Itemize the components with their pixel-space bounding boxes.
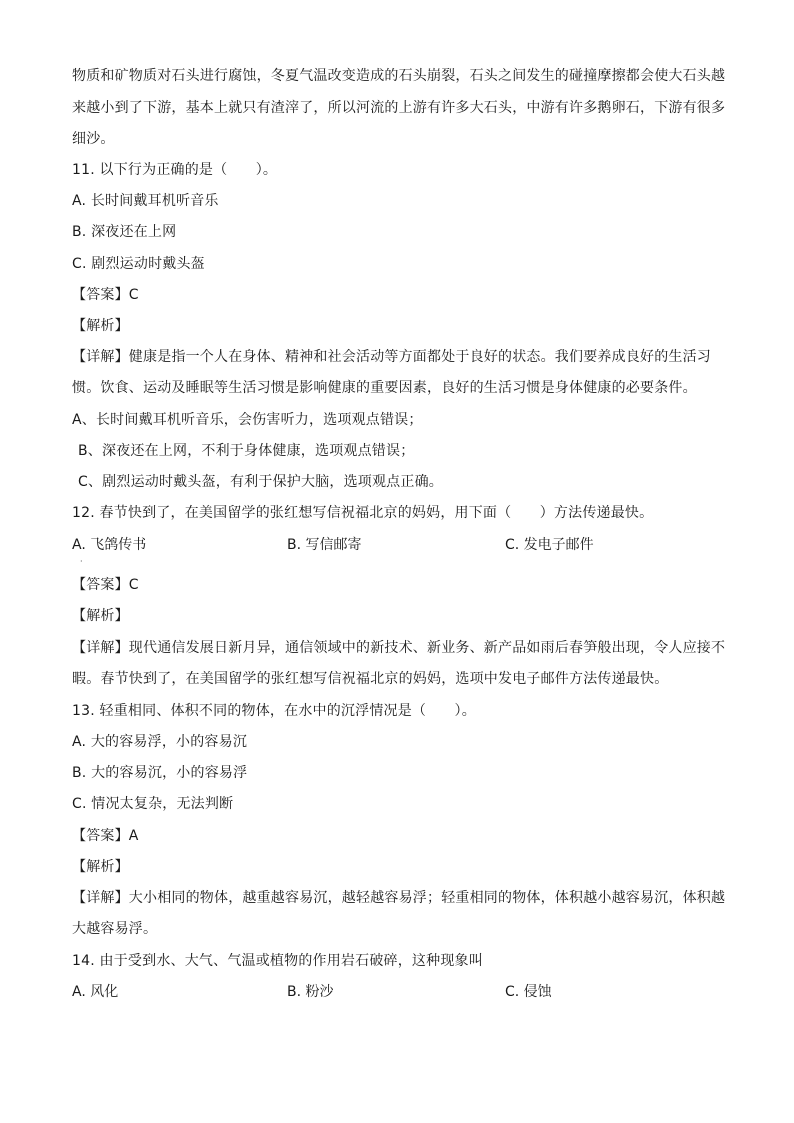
q13-analysis-label: 【解析】 <box>72 859 129 875</box>
q12-option-c: C. 发电子邮件 <box>505 537 594 553</box>
q13-detail-line-2: 大越容易浮。 <box>72 921 158 937</box>
q12-detail-line-2: 暇。春节快到了，在美国留学的张红想写信祝福北京的妈妈，选项中发电子邮件方法传递最快。 <box>72 671 669 687</box>
q11-option-c: C. 剧烈运动时戴头盔 <box>72 256 205 272</box>
q14-option-c: C. 侵蚀 <box>505 984 552 1000</box>
q11-question: 11. 以下行为正确的是（ ）。 <box>72 162 278 178</box>
q11-option-a: A. 长时间戴耳机听音乐 <box>72 193 219 209</box>
q11-answer: 【答案】C <box>72 287 139 303</box>
intro-line-3: 细沙。 <box>72 131 115 147</box>
q12-answer: 【答案】C <box>72 577 139 593</box>
q13-option-a: A. 大的容易浮，小的容易沉 <box>72 734 248 750</box>
q13-detail-line-1: 【详解】大小相同的物体，越重越容易沉，越轻越容易浮；轻重相同的物体，体积越小越容易沉，体积越 <box>72 890 726 906</box>
intro-line-2: 来越小到了下游，基本上就只有渣滓了，所以河流的上游有许多大石头，中游有许多鹅卵石，下游有很多 <box>72 100 726 116</box>
q14-question: 14. 由于受到水、大气、气温或植物的作用岩石破碎，这种现象叫 <box>72 953 483 969</box>
q12-option-b: B. 写信邮寄 <box>287 537 362 553</box>
intro-line-1: 物质和矿物质对石头进行腐蚀，冬夏气温改变造成的石头崩裂，石头之间发生的碰撞摩擦都会使大石头越 <box>72 68 726 84</box>
q11-detail-line-1: 【详解】健康是指一个人在身体、精神和社会活动等方面都处于良好的状态。我们要养成良好的生活习 <box>72 349 711 365</box>
q13-option-c: C. 情况太复杂，无法判断 <box>72 796 234 812</box>
q12-analysis-label: 【解析】 <box>72 608 129 624</box>
q11-option-b: B. 深夜还在上网 <box>72 224 177 240</box>
q14-option-b: B. 粉沙 <box>287 984 334 1000</box>
stray-dot: · <box>80 557 83 566</box>
q12-option-a: A. 飞鸽传书 <box>72 537 147 553</box>
q14-option-a: A. 风化 <box>72 984 119 1000</box>
q12-question: 12. 春节快到了，在美国留学的张红想写信祝福北京的妈妈，用下面（ ）方法传递最快。 <box>72 505 654 521</box>
q13-option-b: B. 大的容易沉，小的容易浮 <box>72 765 248 781</box>
q12-detail-line-1: 【详解】现代通信发展日新月异，通信领域中的新技术、新业务、新产品如雨后春笋般出现，令人应接不 <box>72 640 726 656</box>
q11-point-a: A、长时间戴耳机听音乐，会伤害听力，选项观点错误； <box>72 412 423 428</box>
q11-point-b: B、深夜还在上网，不利于身体健康，选项观点错误； <box>78 443 415 459</box>
q11-detail-line-2: 惯。饮食、运动及睡眠等生活习惯是影响健康的重要因素，良好的生活习惯是身体健康的必要条件。 <box>72 380 697 396</box>
q13-question: 13. 轻重相同、体积不同的物体，在水中的沉浮情况是（ ）。 <box>72 703 476 719</box>
q11-point-c: C、剧烈运动时戴头盔，有利于保护大脑，选项观点正确。 <box>78 474 443 490</box>
q13-answer: 【答案】A <box>72 828 139 844</box>
q11-analysis-label: 【解析】 <box>72 318 129 334</box>
